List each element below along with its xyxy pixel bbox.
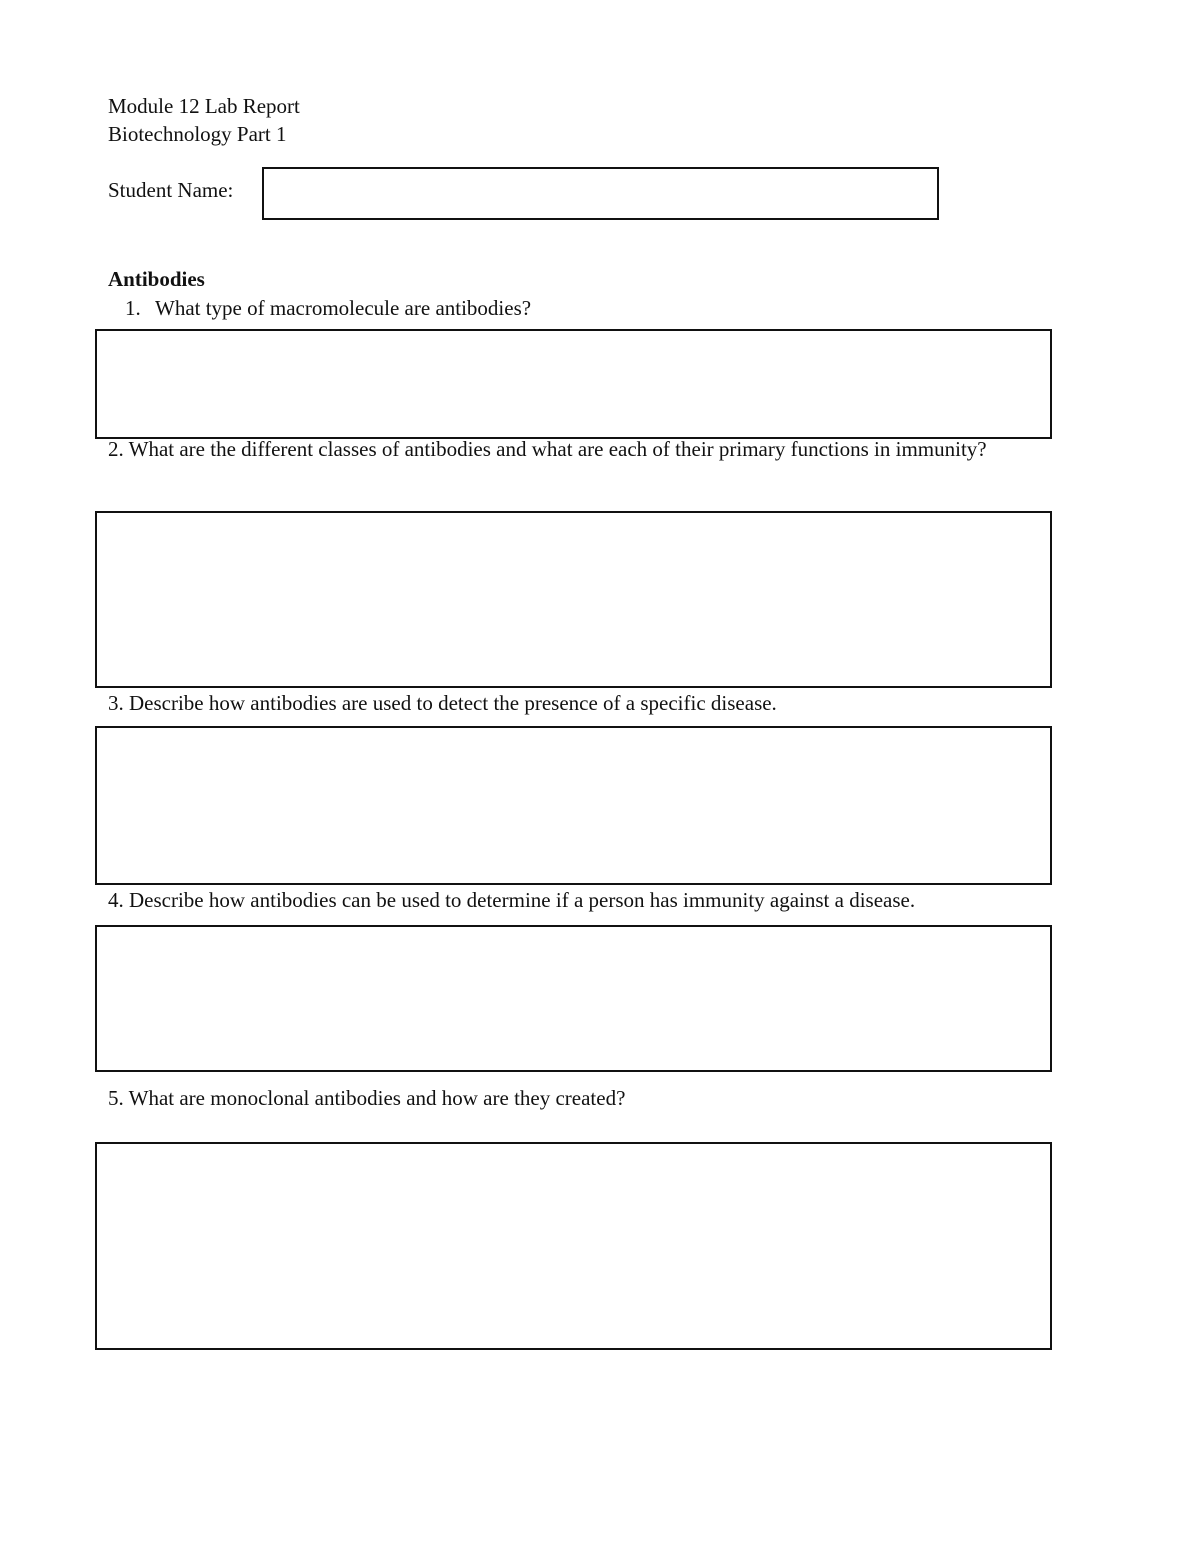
student-name-field[interactable] bbox=[262, 167, 939, 220]
question-text: Describe how antibodies are used to detect the presence of a specific disease. bbox=[129, 691, 777, 715]
question-text: What are the different classes of antibodies and what are each of their primary functions in immunity? bbox=[128, 437, 987, 461]
answer-box-1[interactable] bbox=[95, 329, 1052, 439]
answer-box-2[interactable] bbox=[95, 511, 1052, 688]
question-2 bbox=[108, 435, 1008, 463]
question-number: 5. bbox=[108, 1086, 124, 1110]
document-subtitle: Biotechnology Part 1 bbox=[108, 122, 287, 146]
question-text: What type of macromolecule are antibodies? bbox=[155, 296, 532, 320]
answer-box-5[interactable] bbox=[95, 1142, 1052, 1350]
document-title: Module 12 Lab Report bbox=[108, 94, 300, 118]
question-4 bbox=[108, 886, 915, 914]
question-number: 1. bbox=[125, 296, 141, 320]
student-name-label: Student Name: bbox=[108, 178, 234, 202]
question-text: What are monoclonal antibodies and how are they created? bbox=[128, 1086, 626, 1110]
question-1 bbox=[125, 294, 531, 322]
question-number: 3. bbox=[108, 691, 124, 715]
question-5 bbox=[108, 1084, 625, 1112]
answer-box-3[interactable] bbox=[95, 726, 1052, 885]
question-text: Describe how antibodies can be used to determine if a person has immunity against a disease. bbox=[129, 888, 916, 912]
question-number: 2. bbox=[108, 437, 124, 461]
section-heading: Antibodies bbox=[108, 267, 205, 291]
question-number: 4. bbox=[108, 888, 124, 912]
answer-box-4[interactable] bbox=[95, 925, 1052, 1072]
question-3 bbox=[108, 689, 777, 717]
